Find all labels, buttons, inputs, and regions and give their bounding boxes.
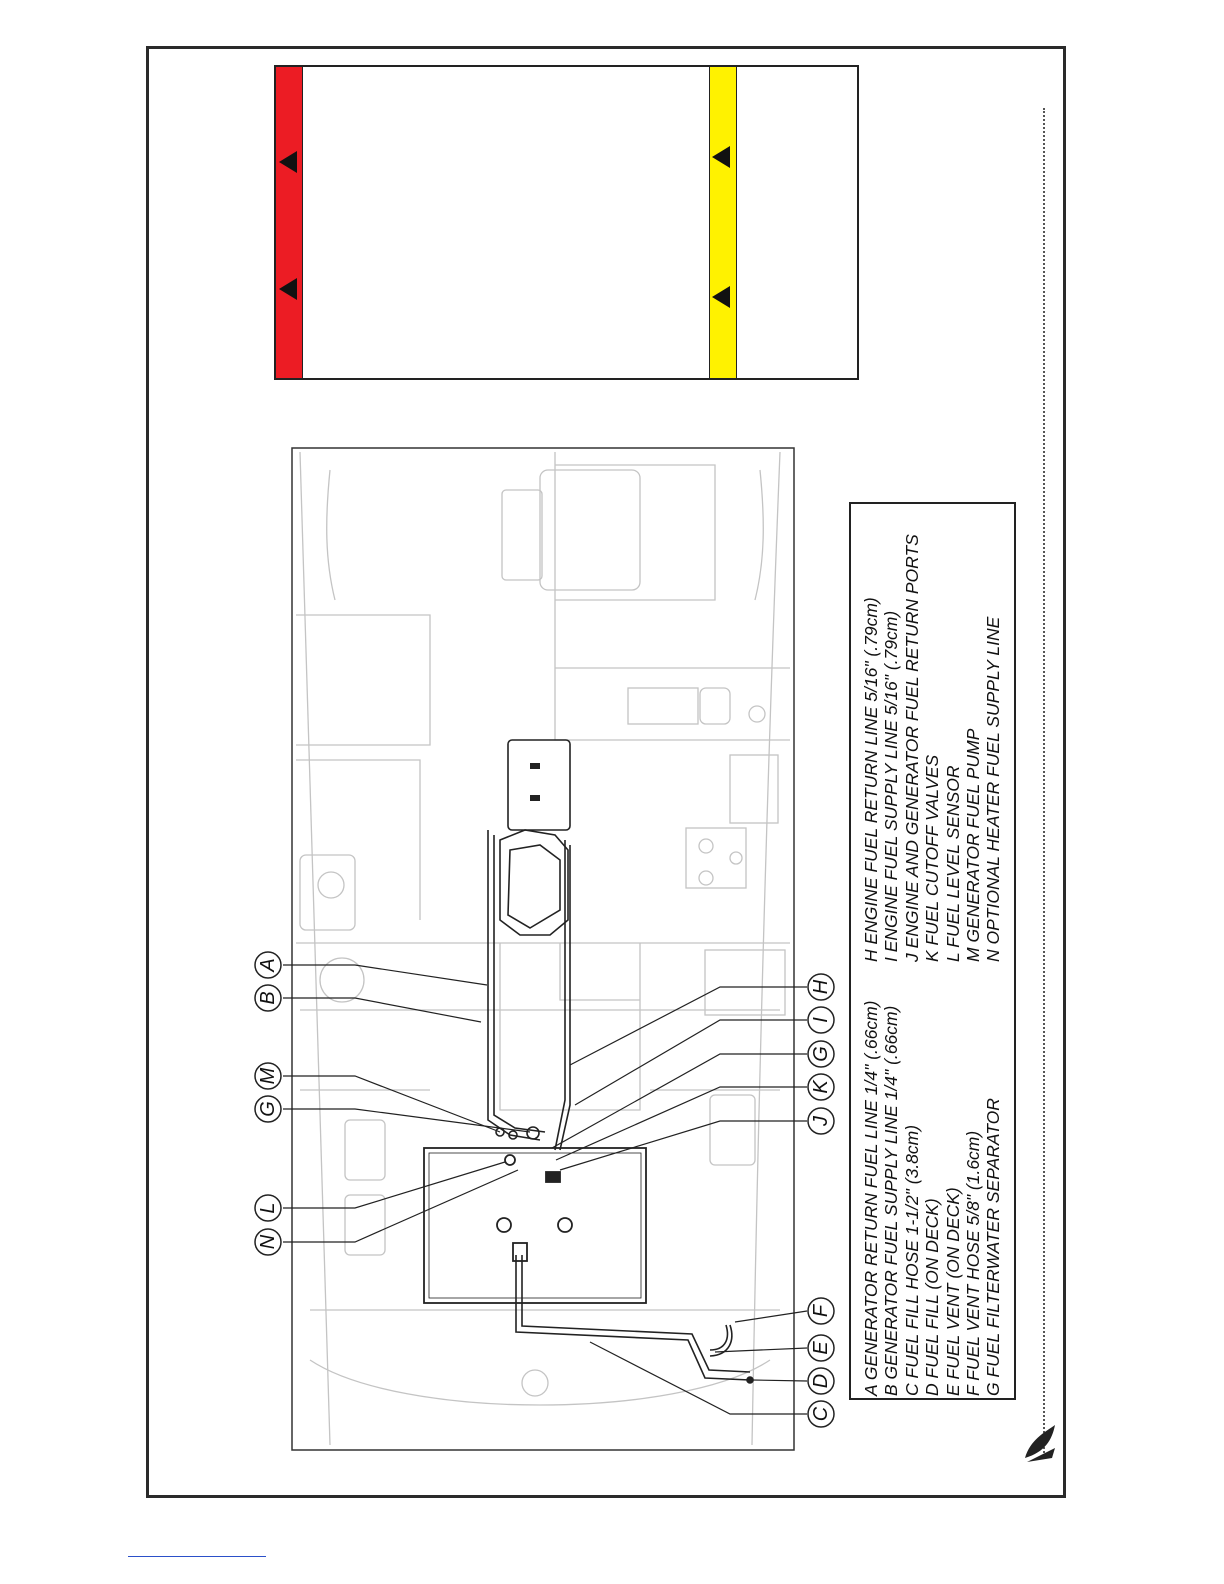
fuel-return-ports-icon	[546, 1172, 560, 1182]
callout-letter: I	[810, 1017, 832, 1023]
callout-letter: F	[810, 1304, 832, 1318]
warning-triangle-icon	[712, 146, 730, 168]
brand-logo-icon	[1025, 1425, 1055, 1462]
warning-triangle-icon	[279, 151, 297, 173]
callout-b	[255, 985, 281, 1011]
boat-outline	[296, 452, 790, 1445]
callout-l	[255, 1195, 281, 1221]
callout-m	[255, 1063, 281, 1089]
callout-letter: G	[257, 1101, 279, 1117]
callout-letter: C	[810, 1406, 832, 1422]
legend-item: J ENGINE AND GENERATOR FUEL RETURN PORTS	[901, 534, 922, 962]
warning-triangles	[279, 146, 730, 308]
callout-letter: A	[257, 958, 279, 972]
legend-item: M GENERATOR FUEL PUMP	[962, 728, 983, 962]
legend-item: F FUEL VENT HOSE 5/8" (1.6cm)	[962, 1130, 983, 1396]
callout-d	[808, 1368, 834, 1394]
legend-item: G FUEL FILTERWATER SEPARATOR	[983, 1098, 1004, 1396]
legend-item: L FUEL LEVEL SENSOR	[942, 765, 963, 962]
callout-labels	[255, 952, 834, 1427]
legend-item: I ENGINE FUEL SUPPLY LINE 5/16" (.79cm)	[881, 610, 902, 962]
callout-letter: H	[810, 979, 832, 995]
generator-supply-line	[494, 835, 545, 1132]
warning-triangle-icon	[712, 286, 730, 308]
boat-drawing-frame	[292, 448, 794, 1450]
legend-left-column	[861, 1000, 1004, 1396]
legend-item: E FUEL VENT (ON DECK)	[942, 1187, 963, 1396]
callout-letter: B	[257, 991, 279, 1005]
callout-g	[255, 1096, 281, 1122]
legend-right-column	[861, 534, 1004, 962]
fuel-filter-icon	[527, 1127, 539, 1139]
legend-item: N OPTIONAL HEATER FUEL SUPPLY LINE	[983, 616, 1004, 962]
callout-i	[808, 1007, 834, 1033]
legend-item: H ENGINE FUEL RETURN LINE 5/16" (.79cm)	[861, 597, 881, 962]
callout-letter: J	[810, 1116, 832, 1126]
callout-j	[808, 1108, 834, 1134]
fuel-lines	[488, 830, 753, 1383]
fuel-fill-hose	[516, 1255, 750, 1380]
callout-e	[808, 1335, 834, 1361]
callout-k	[808, 1074, 834, 1100]
legend-item: B GENERATOR FUEL SUPPLY LINE 1/4" (.66cm)	[881, 1005, 902, 1396]
engine-generator	[500, 740, 570, 935]
callout-letter: L	[257, 1202, 279, 1214]
legend-box	[849, 502, 1016, 1400]
legend-item: K FUEL CUTOFF VALVES	[922, 754, 943, 962]
callout-a	[255, 952, 281, 978]
callout-letter: G	[810, 1046, 832, 1062]
fuel-tank-body	[424, 1148, 646, 1303]
warning-triangle-icon	[279, 278, 297, 300]
legend-item: D FUEL FILL (ON DECK)	[922, 1198, 943, 1396]
callout-c	[808, 1401, 834, 1427]
callout-n	[255, 1229, 281, 1255]
callout-letter: E	[810, 1341, 832, 1355]
generator-return-line	[488, 830, 540, 1140]
callout-letter: D	[810, 1373, 832, 1389]
generator-icon	[508, 740, 570, 830]
legend-item: C FUEL FILL HOSE 1-1/2" (3.8cm)	[901, 1124, 922, 1396]
fuel-tank	[424, 1148, 646, 1303]
callout-f	[808, 1298, 834, 1324]
fuel-level-sensor-icon	[505, 1155, 515, 1165]
legend-item: A GENERATOR RETURN FUEL LINE 1/4" (.66cm)	[861, 1000, 881, 1396]
callout-g	[808, 1041, 834, 1067]
callout-letter: K	[810, 1080, 832, 1094]
callout-letter: M	[257, 1067, 279, 1085]
callout-h	[808, 974, 834, 1000]
callout-letter: N	[257, 1234, 279, 1250]
